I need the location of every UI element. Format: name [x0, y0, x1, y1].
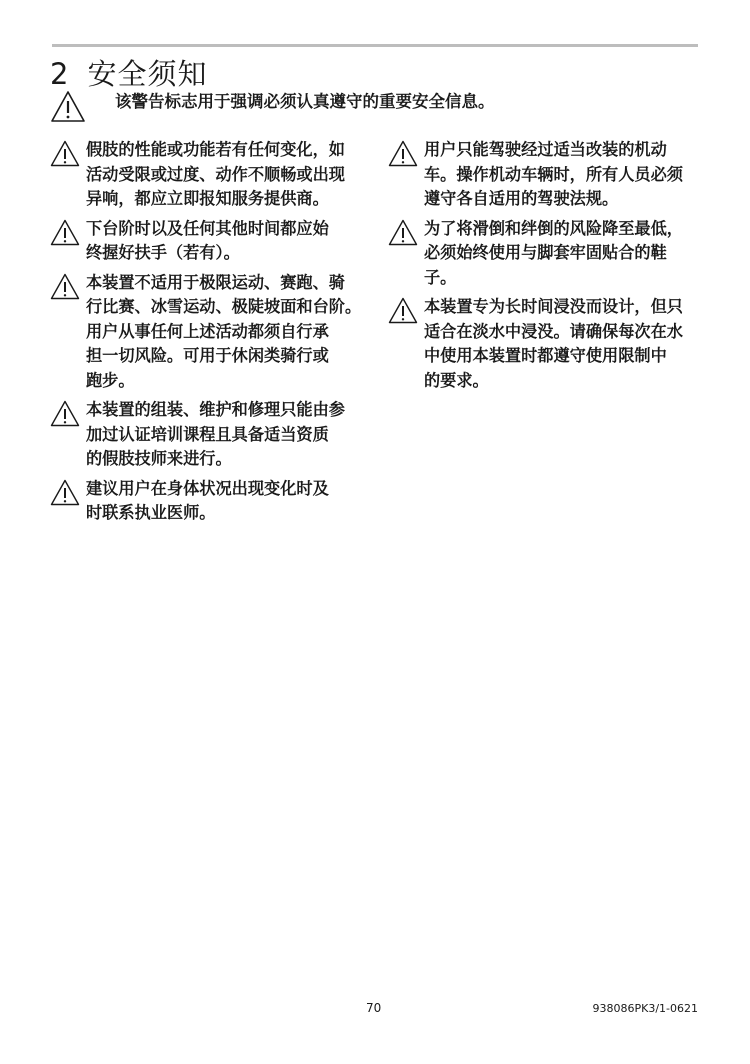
- warning-item: [388, 138, 708, 212]
- warning-text: 用户只能驾驶经过适当改装的机动 车。操作机动车辆时，所有人员必须 遵守各自适用的驾驶法规。: [424, 140, 683, 208]
- warning-text: 本装置的组装、维护和修理只能由参 加过认证培训课程且具备适当资质 的假肢技师来进行。: [86, 400, 345, 468]
- warning-item: [50, 477, 370, 526]
- warning-text: 本装置不适用于极限运动、赛跑、骑 行比赛、冰雪运动、极陡坡面和台阶。 用户从事任何上述活动都须自行承 担一切风险。可用于休闲类骑行或 跑步。: [86, 272, 362, 390]
- intro-text: 该警告标志用于强调必须认真遵守的重要安全信息。: [115, 92, 495, 111]
- warning-triangle-icon: [50, 90, 86, 123]
- warning-text: 假肢的性能或功能若有任何变化，如 活动受限或过度、动作不顺畅或出现 异响，都应立即报知服务提供商。: [86, 140, 345, 208]
- document-code: 938086PK3/1-0621: [592, 1002, 698, 1015]
- warning-item: [50, 398, 370, 472]
- warning-text: 本装置专为长时间浸没而设计，但只 适合在淡水中浸没。请确保每次在水 中使用本装置时都遵守使用限制中 的要求。: [424, 297, 683, 390]
- warning-triangle-icon: [388, 140, 418, 167]
- warning-text: 建议用户在身体状况出现变化时及 时联系执业医师。: [86, 478, 329, 522]
- top-rule: [52, 44, 698, 47]
- warning-item: [50, 271, 370, 394]
- warning-triangle-icon: [50, 479, 80, 506]
- warning-item: [388, 217, 708, 291]
- section-title: [50, 52, 207, 93]
- warning-item: [50, 217, 370, 266]
- warning-text: 下台阶时以及任何其他时间都应始 终握好扶手（若有）。: [86, 218, 329, 262]
- section-title-text: 安全须知: [87, 57, 208, 91]
- right-column: [388, 138, 708, 398]
- warning-text: 为了将滑倒和绊倒的风险降至最低， 必须始终使用与脚套牢固贴合的鞋 子。: [424, 218, 683, 287]
- warning-triangle-icon: [50, 400, 80, 427]
- warning-triangle-icon: [50, 140, 80, 167]
- warning-triangle-icon: [388, 297, 418, 324]
- page-number: 70: [366, 1001, 382, 1015]
- left-column: [50, 138, 370, 531]
- warning-triangle-icon: [388, 219, 418, 246]
- section-number: 2: [50, 57, 70, 91]
- warning-item: [388, 295, 708, 393]
- warning-item: [50, 138, 370, 212]
- warning-triangle-icon: [50, 219, 80, 246]
- warning-triangle-icon: [50, 273, 80, 300]
